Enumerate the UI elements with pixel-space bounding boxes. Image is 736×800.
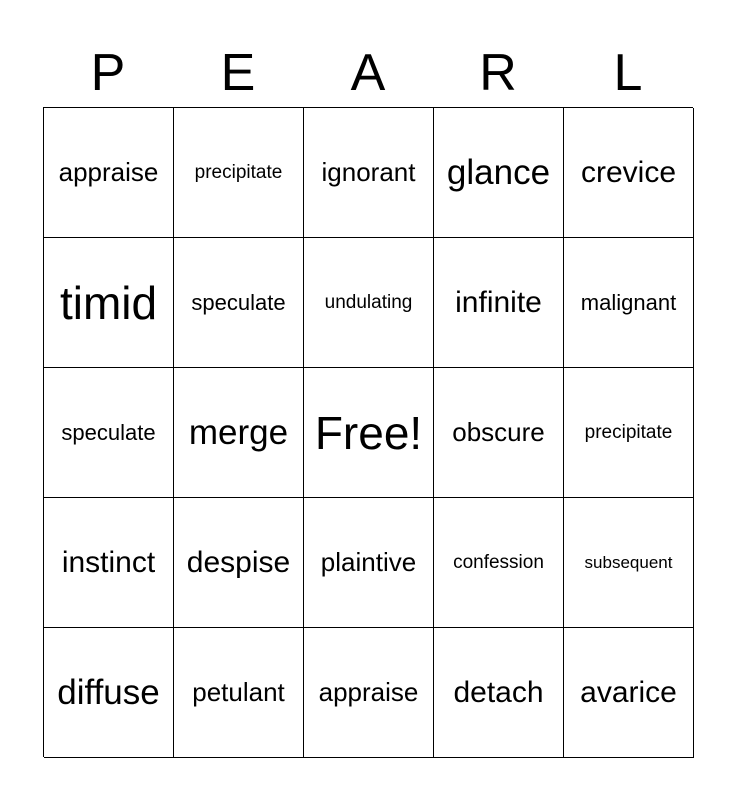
bingo-cell-r3-c4: subsequent (564, 498, 694, 628)
header-letter-p: P (90, 44, 126, 102)
header-letter-e: E (220, 44, 256, 102)
bingo-cell-r0-c0: appraise (44, 108, 174, 238)
bingo-cell-r2-c4: precipitate (564, 368, 694, 498)
bingo-cell-r0-c3: glance (434, 108, 564, 238)
bingo-cell-r3-c1: despise (174, 498, 304, 628)
bingo-cell-r0-c4: crevice (564, 108, 694, 238)
bingo-cell-r1-c3: infinite (434, 238, 564, 368)
header-letter-a: A (350, 44, 386, 102)
bingo-header (43, 40, 693, 106)
bingo-cell-r1-c0: timid (44, 238, 174, 368)
bingo-cell-r4-c3: detach (434, 628, 564, 758)
header-letter-l: L (613, 44, 643, 102)
bingo-cell-r4-c0: diffuse (44, 628, 174, 758)
bingo-cell-r4-c2: appraise (304, 628, 434, 758)
bingo-cell-r3-c3: confession (434, 498, 564, 628)
bingo-cell-r4-c4: avarice (564, 628, 694, 758)
bingo-board (43, 107, 693, 757)
bingo-cell-r2-c3: obscure (434, 368, 564, 498)
bingo-cell-r1-c2: undulating (304, 238, 434, 368)
bingo-cell-r3-c0: instinct (44, 498, 174, 628)
bingo-cell-r0-c2: ignorant (304, 108, 434, 238)
bingo-cell-r3-c2: plaintive (304, 498, 434, 628)
bingo-cell-r2-c1: merge (174, 368, 304, 498)
header-letter-r: R (479, 44, 517, 102)
bingo-cell-r1-c4: malignant (564, 238, 694, 368)
bingo-cell-r4-c1: petulant (174, 628, 304, 758)
bingo-cell-free: Free! (304, 368, 434, 498)
bingo-cell-r1-c1: speculate (174, 238, 304, 368)
bingo-cell-r2-c0: speculate (44, 368, 174, 498)
bingo-cell-r0-c1: precipitate (174, 108, 304, 238)
